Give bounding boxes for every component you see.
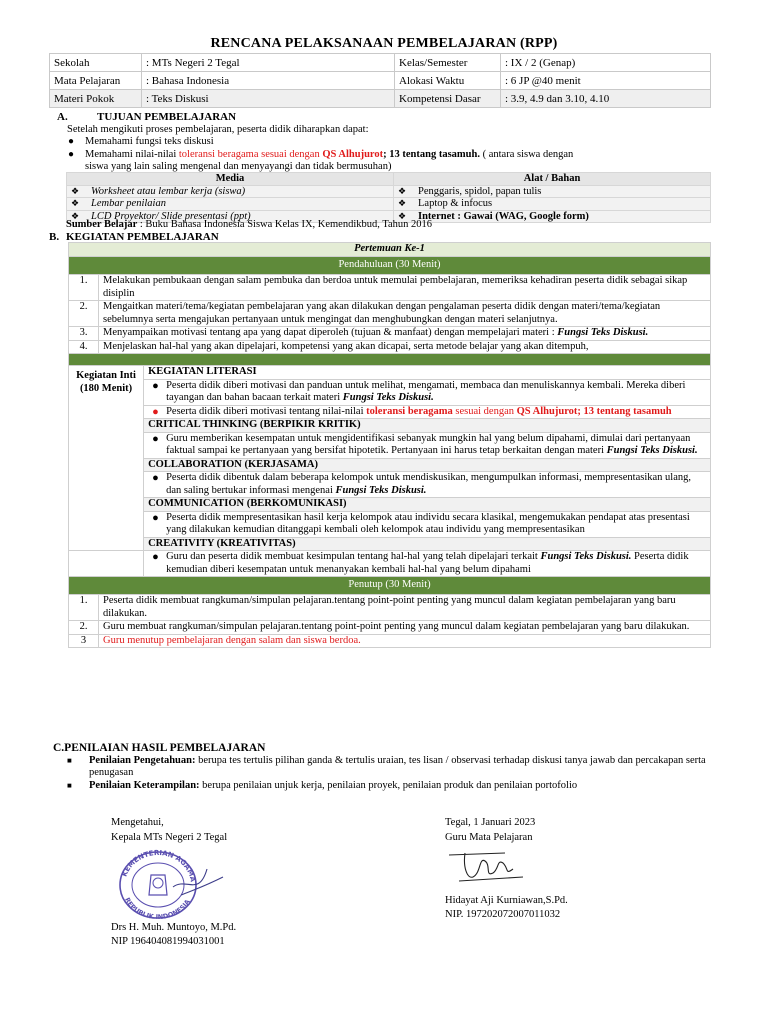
ct-italic: Fungsi Teks Diskusi. <box>606 445 698 456</box>
critical-thinking-item <box>144 432 711 458</box>
principal-name: Drs H. Muh. Muntoyo, M.Pd. <box>111 922 237 933</box>
penutup-row <box>69 634 711 648</box>
communication-item <box>144 511 711 537</box>
section-a <box>49 111 711 174</box>
goal-item <box>49 136 711 149</box>
info-value: : Bahasa Indonesia <box>142 72 395 90</box>
row-number: 4. <box>69 340 99 354</box>
teacher-nip: NIP. 197202072007011032 <box>445 909 561 920</box>
ct-text: Guru memberikan kesempatan untuk mengidentifikasi sebanyak mungkin hal yang belum dipahami, dimulai dari pertanyaan faktual sampai ke pertanyaan yang bersifat hipotetik. Pertanyaan ini harus tetap berkaitan dengan materi <box>166 432 691 456</box>
section-number: B. <box>49 231 60 243</box>
bullet-icon: ● <box>152 472 159 484</box>
media-cell <box>67 198 394 211</box>
media-row <box>67 185 711 198</box>
section-a-intro: Setelah mengikuti proses pembelajaran, peserta didik diharapkan dapat: <box>67 123 369 135</box>
diamond-bullet-icon: ❖ <box>71 185 80 196</box>
info-value: : IX / 2 (Genap) <box>501 54 711 72</box>
row-number: 3 <box>69 634 99 648</box>
penilaian-item <box>53 780 713 793</box>
bullet-icon: ● <box>152 405 159 418</box>
sign-date: Tegal, 1 Januari 2023 <box>445 817 536 828</box>
sign-acknowledged: Mengetahui, <box>111 817 164 828</box>
kegiatan-inti-label <box>69 366 144 551</box>
row-text: Guru menutup pembelajaran dengan salam dan siswa berdoa. <box>99 634 711 648</box>
collab-text: Peserta didik dibentuk dalam beberapa kelompok untuk mendiskusikan, mengumpulkan informasi, mempresentasikan ulang, dan saling bertukar informasi mengenai <box>166 472 691 496</box>
literasi-text: Peserta didik diberi motivasi tentang nilai-nilai <box>166 405 367 417</box>
sign-position: Guru Mata Pelajaran <box>445 832 533 843</box>
info-row <box>50 54 711 72</box>
seal-top-text: KEMENTERIAN AGAMA <box>120 848 197 883</box>
pendahuluan-row <box>69 327 711 341</box>
info-row <box>50 90 711 108</box>
goal-text: ( antara siswa dengan <box>479 148 574 160</box>
alat-cell <box>394 185 711 198</box>
bullet-icon: ● <box>152 511 159 524</box>
literasi-item <box>144 405 711 419</box>
signature-right <box>445 815 568 920</box>
row-text-italic: Fungsi Teks Diskusi. <box>557 327 649 338</box>
sumber-belajar <box>66 219 711 230</box>
bullet-icon: ● <box>152 379 159 392</box>
penilaian-text: berupa penilaian unjuk kerja, penilaian proyek, penilaian produk dan penilaian portofolio <box>199 779 578 791</box>
diamond-bullet-icon: ❖ <box>398 210 407 221</box>
alat-header: Alat / Bahan <box>394 173 711 186</box>
diamond-bullet-icon: ❖ <box>71 198 80 208</box>
pendahuluan-header: Pendahuluan (30 Menit) <box>69 257 711 275</box>
info-value: : MTs Negeri 2 Tegal <box>142 54 395 72</box>
diamond-bullet-icon: ❖ <box>398 185 407 196</box>
pertemuan-label: Pertemuan Ke-1 <box>69 243 711 257</box>
goal-item <box>49 149 711 162</box>
kegiatan-table <box>68 242 711 648</box>
creat-text: Guru dan peserta didik membuat kesimpulan tentang hal-hal yang telah dipelajari terkait <box>166 551 541 562</box>
info-label: Sekolah <box>50 54 142 72</box>
inti-label: Kegiatan Inti <box>76 370 136 381</box>
penutup-row <box>69 595 711 621</box>
collab-italic: Fungsi Teks Diskusi. <box>335 484 427 496</box>
sumber-value: : Buku Bahasa Indonesia Siswa Kelas IX, Kemendikbud, Tahun 2016 <box>137 219 433 230</box>
row-number: 1. <box>69 275 99 301</box>
row-text: Peserta didik membuat rangkuman/simpulan pelajaran.tentang point-point penting yang muncul dalam kegiatan pembelajaran yang baru dilakukan. <box>99 595 711 621</box>
penilaian-item <box>53 755 713 780</box>
bullet-icon: ● <box>152 432 159 445</box>
sign-position: Kepala MTs Negeri 2 Tegal <box>111 832 228 843</box>
official-seal-stamp <box>111 847 229 919</box>
section-c <box>53 742 713 792</box>
penutup-header: Penutup (30 Menit) <box>69 577 711 595</box>
row-text: Mengaitkan materi/tema/kegiatan pembelajaran yang akan dilakukan dengan pengalaman peserta didik dengan materi/tema/kegiatan sebelumnya serta mengajukan pertanyaan untuk mengingat dan menghubungkan dengan materi selanjutnya. <box>99 301 711 327</box>
bullet-icon: ● <box>68 148 75 160</box>
teacher-block <box>445 894 568 922</box>
info-value: : 6 JP @40 menit <box>501 72 711 90</box>
row-text: Menjelaskan hal-hal yang akan dipelajari, kompetensi yang akan dicapai, serta metode belajar yang akan ditempuh, <box>99 340 711 354</box>
pendahuluan-row <box>69 301 711 327</box>
info-table <box>49 53 711 108</box>
section-title: TUJUAN PEMBELAJARAN <box>97 111 237 123</box>
media-cell <box>67 185 394 198</box>
penilaian-text: berupa tes tertulis pilihan ganda & tertulis uraian, tes lisan / observasi terhadap diskusi tanya jawab dan percakapan serta penugasan <box>89 754 706 778</box>
literasi-text: Peserta didik diberi motivasi dan panduan untuk melihat, mengamati, membaca dan menuliskannya kembali. Mereka diberi tayangan dan bahan bacaan terkait materi <box>166 379 686 403</box>
creativity-item <box>144 551 711 577</box>
row-number: 2. <box>69 621 99 635</box>
penutup-row <box>69 621 711 635</box>
alat-text: Laptop & infocus <box>418 198 493 209</box>
goal-highlight: toleransi beragama sesuai dengan <box>178 148 323 160</box>
info-label: Mata Pelajaran <box>50 72 142 90</box>
bullet-icon: ● <box>152 551 159 563</box>
square-bullet-icon: ■ <box>67 755 72 765</box>
row-number: 1. <box>69 595 99 621</box>
row-text: Guru membuat rangkuman/simpulan pelajaran.tentang point-point penting yang muncul dalam kegiatan pembelajaran yang baru dilakukan. <box>99 621 711 635</box>
media-table <box>66 172 711 223</box>
principal-nip: NIP 196404081994031001 <box>111 936 225 947</box>
row-text: Melakukan pembukaan dengan salam pembuka dan berdoa untuk memulai pembelajaran, memeriksa kehadiran peserta didik sebagai sikap disiplin <box>99 275 711 301</box>
literasi-highlight: toleransi beragama <box>366 405 453 417</box>
literasi-highlight-plain: sesuai dengan <box>452 405 517 417</box>
section-title: KEGIATAN PEMBELAJARAN <box>66 231 219 243</box>
principal-block <box>111 921 236 949</box>
diamond-bullet-icon: ❖ <box>398 198 407 208</box>
inti-divider <box>69 354 711 366</box>
svg-text:REPUBLIK INDONESIA <box>123 896 192 919</box>
bullet-icon: ● <box>68 136 75 147</box>
info-value: : Teks Diskusi <box>142 90 395 108</box>
literasi-italic: Fungsi Teks Diskusi. <box>342 392 434 403</box>
pendahuluan-row <box>69 340 711 354</box>
media-header-row <box>67 173 711 186</box>
creat-text: Peserta didik kemudian diberi kesempatan untuk menanyakan kembali hal-hal yang belum dipahami <box>166 551 689 575</box>
section-a-heading <box>49 111 711 124</box>
inti-spacer <box>69 551 144 577</box>
collaboration-item <box>144 472 711 498</box>
handwritten-signature <box>445 847 535 887</box>
media-text: LCD Proyektor/ Slide presentasi (ppt) <box>91 210 251 222</box>
creativity-header: CREATIVITY (KREATIVITAS) <box>144 537 711 551</box>
literasi-header: KEGIATAN LITERASI <box>144 366 711 380</box>
info-label: Kompetensi Dasar <box>395 90 501 108</box>
section-c-heading: C.PENILAIAN HASIL PEMBELAJARAN <box>53 742 266 754</box>
goal-highlight-bold: QS Alhujurot <box>322 148 384 160</box>
info-label: Kelas/Semester <box>395 54 501 72</box>
media-text: Worksheet atau lembar kerja (siswa) <box>91 185 246 197</box>
info-label: Materi Pokok <box>50 90 142 108</box>
media-row <box>67 198 711 211</box>
collaboration-header: COLLABORATION (KERJASAMA) <box>144 458 711 472</box>
document-title: RENCANA PELAKSANAAN PEMBELAJARAN (RPP) <box>210 36 558 51</box>
seal-bottom-text: REPUBLIK INDONESIA <box>123 896 192 919</box>
inti-row <box>69 366 711 380</box>
row-text: Menyampaikan motivasi tentang apa yang dapat diperoleh (tujuan & manfaat) dengan mempelajari materi : <box>103 327 558 338</box>
info-row <box>50 72 711 90</box>
row-number: 2. <box>69 301 99 327</box>
literasi-item <box>144 379 711 405</box>
communication-header: COMMUNICATION (BERKOMUNIKASI) <box>144 498 711 512</box>
info-value: : 3.9, 4.9 dan 3.10, 4.10 <box>501 90 711 108</box>
comm-text: Peserta didik mempresentasikan hasil kerja kelompok atau individu secara klasikal, mengemukakan pendapat atas presentasi yang dilakukan kemudian ditanggapi kembali oleh kelompok atau individu yang mempresentasikan <box>166 511 690 535</box>
pendahuluan-row <box>69 275 711 301</box>
alat-cell <box>394 198 711 211</box>
goal-text: Memahami fungsi teks diskusi <box>85 136 214 147</box>
media-text: Lembar penilaian <box>91 198 166 209</box>
sumber-label: Sumber Belajar <box>66 219 138 230</box>
diamond-bullet-icon: ❖ <box>71 210 80 221</box>
square-bullet-icon: ■ <box>67 780 72 790</box>
critical-thinking-header: CRITICAL THINKING (BERPIKIR KRITIK) <box>144 419 711 433</box>
alat-text: Penggaris, spidol, papan tulis <box>418 185 542 197</box>
penilaian-label: Penilaian Keterampilan: <box>89 779 200 791</box>
row-number: 3. <box>69 327 99 341</box>
goal-text: Memahami nilai-nilai <box>85 148 179 160</box>
signature-left <box>111 815 237 947</box>
teacher-name: Hidayat Aji Kurniawan,S.Pd. <box>445 895 568 906</box>
inti-duration: (180 Menit) <box>79 382 133 394</box>
creat-italic: Fungsi Teks Diskusi. <box>540 551 632 562</box>
goal-continuation: siswa yang lain saling mengenal dan menyayangi dan tidak bermusuhan) <box>85 161 392 172</box>
goal-bold: ; 13 tentang tasamuh. <box>383 148 480 160</box>
info-label: Alokasi Waktu <box>395 72 501 90</box>
alat-text: Internet : Gawai (WAG, Google form) <box>418 210 589 222</box>
media-header: Media <box>67 173 394 186</box>
literasi-highlight: QS Alhujurot; 13 tentang tasamuh <box>516 405 672 417</box>
section-number: A. <box>57 111 68 123</box>
penilaian-label: Penilaian Pengetahuan: <box>89 754 196 766</box>
row-text-cell <box>99 327 711 341</box>
